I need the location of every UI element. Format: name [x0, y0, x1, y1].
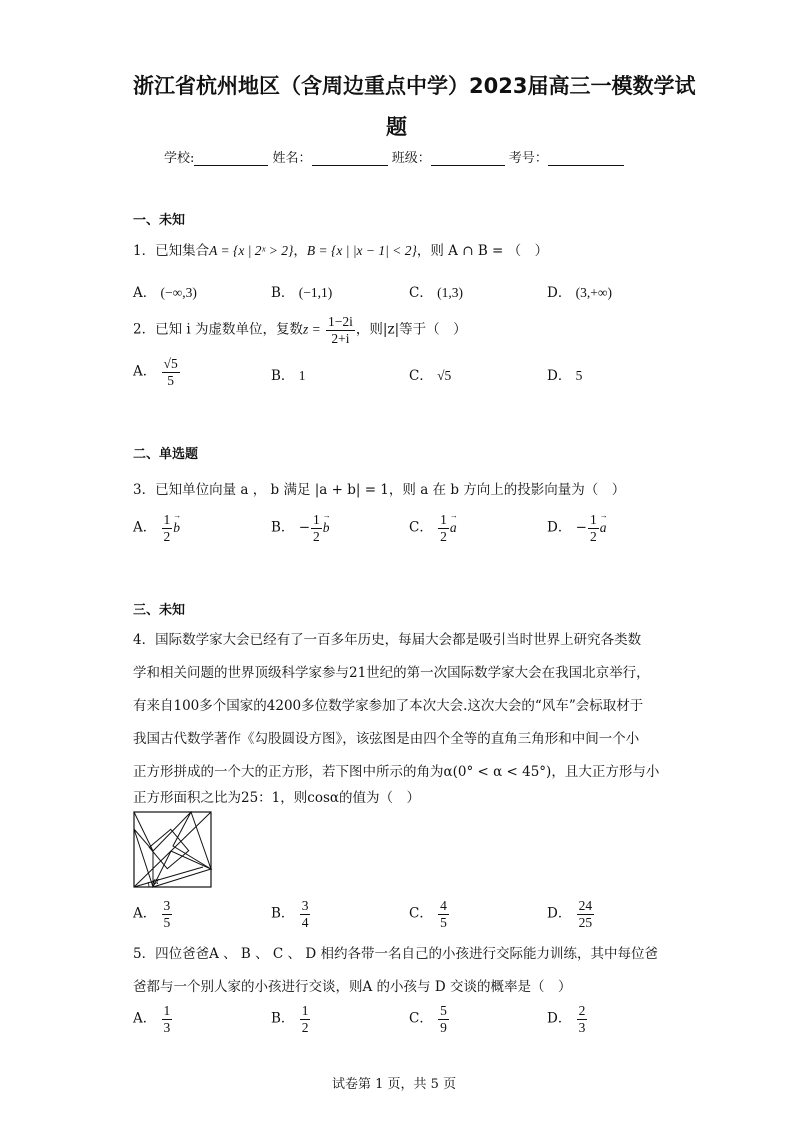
exam-no-label: 考号： — [508, 151, 548, 166]
class-label: 班级： — [391, 151, 431, 166]
question-5-line-2: 爸都与一个别人家的小孩进行交谈，则A 的小孩与 D 交谈的概率是（ ） — [133, 979, 572, 995]
page-title: 浙江省杭州地区（含周边重点中学）2023届高三一模数学试 — [133, 74, 696, 98]
pinwheel-diagram — [133, 811, 213, 889]
q4-option-a[interactable]: A． $\frac{3}{5}$ — [133, 898, 171, 930]
question-3: 3．已知单位向量 a ， b 满足 |a + b| = 1，则 a 在 b 方向上的投影向量为（ ） — [133, 482, 626, 498]
question-4-line-3: 有来自100多个国家的4200多位数学家参加了本次大会.这次大会的“风车”会标取材于 — [133, 698, 644, 714]
q5-option-b[interactable]: B． $\frac{1}{2}$ — [271, 1003, 309, 1035]
name-blank[interactable] — [312, 151, 388, 166]
school-label: 学校: — [164, 151, 195, 166]
q2-option-b[interactable]: B． 1 — [271, 368, 306, 384]
question-4-line-4: 我国古代数学著作《勾股圆设方图》，该弦图是由四个全等的直角三角形和中间一个小 — [133, 731, 640, 747]
question-4-line-5: 正方形拼成的一个大的正方形，若下图中所示的角为α(0° < α < 45°)，且大正方形与小 — [133, 764, 660, 780]
page-title-line2: 题 — [386, 115, 407, 139]
q4-option-b[interactable]: B． $\frac{3}{4}$ — [271, 898, 309, 930]
q4-option-d[interactable]: D． $\frac{24}{25}$ — [547, 898, 593, 930]
section-heading-2: 二、单选题 — [133, 447, 199, 462]
q3-option-c[interactable]: C． $\frac{1}{2}$ → a — [409, 512, 457, 544]
q2-fraction: $\frac{1-2i}{2+i}$ — [328, 314, 353, 346]
q1-option-d[interactable]: D． (3,+∞) — [547, 285, 612, 301]
q1-suffix: ，则 A ∩ B = （ ） — [416, 243, 549, 259]
page-footer: 试卷第 1 页，共 5 页 — [332, 1077, 457, 1092]
q1-set-b: B = {x | |x − 1| < 2} — [306, 243, 417, 258]
question-1: 1．已知集合A = {x | 2ˣ > 2}，B = {x | |x − 1| < 2}，则 A ∩ B = （ ） — [133, 243, 549, 259]
alpha-label: α — [153, 875, 159, 887]
q2-option-d[interactable]: D． 5 — [547, 368, 583, 384]
q1-option-b[interactable]: B． (−1,1) — [271, 285, 333, 301]
q2-prefix: 2．已知 i 为虚数单位，复数 — [133, 321, 303, 338]
question-5-line-1: 5．四位爸爸A 、 B 、 C 、 D 相约各带一名自己的小孩进行交际能力训练，其中每位爸 — [133, 946, 658, 962]
exam-no-blank[interactable] — [548, 151, 624, 166]
name-label: 姓名： — [272, 151, 312, 166]
q2-option-a[interactable]: A． $\frac{√5}{5}$ — [133, 356, 178, 388]
question-4-line-6: 正方形面积之比为25：1，则cosα的值为（ ） — [133, 790, 420, 806]
question-4-line-2: 学和相关问题的世界顶级科学家参与21世纪的第一次国际数学家大会在我国北京举行， — [133, 665, 650, 681]
school-blank[interactable] — [194, 151, 268, 166]
q2-suffix: ，则|z|等于（ ） — [355, 321, 467, 338]
question-4-line-1: 4．国际数学家大会已经有了一百多年历史，每届大会都是吸引当时世界上研究各类数 — [133, 632, 642, 648]
class-blank[interactable] — [431, 151, 505, 166]
q2-option-c[interactable]: C． √5 — [409, 368, 452, 384]
q3-option-d[interactable]: D． − $\frac{1}{2}$ → a — [547, 512, 606, 544]
q3-option-a[interactable]: A． $\frac{1}{2}$ → b — [133, 512, 180, 544]
student-info-fields — [164, 147, 624, 166]
section-heading-1: 一、未知 — [133, 213, 186, 228]
q1-prefix: 1．已知集合 — [133, 243, 210, 259]
q1-option-c[interactable]: C． (1,3) — [409, 285, 464, 301]
q5-option-a[interactable]: A． $\frac{1}{3}$ — [133, 1003, 171, 1035]
triangle-top — [134, 812, 191, 851]
question-2: 2．已知 i 为虚数单位，复数z = $\frac{1-2i}{2+i}$ ，则|z|等于（ ） — [133, 314, 467, 346]
q5-option-d[interactable]: D． $\frac{2}{3}$ — [547, 1003, 586, 1035]
q3-option-b[interactable]: B． − $\frac{1}{2}$ → b — [271, 512, 330, 544]
q1-option-a[interactable]: A． (−∞,3) — [133, 285, 197, 301]
q1-set-a: A = {x | 2ˣ > 2} — [209, 243, 294, 258]
section-heading-3: 三、未知 — [133, 603, 186, 618]
q5-option-c[interactable]: C． $\frac{5}{9}$ — [409, 1003, 447, 1035]
q4-option-c[interactable]: C． $\frac{4}{5}$ — [409, 898, 447, 930]
